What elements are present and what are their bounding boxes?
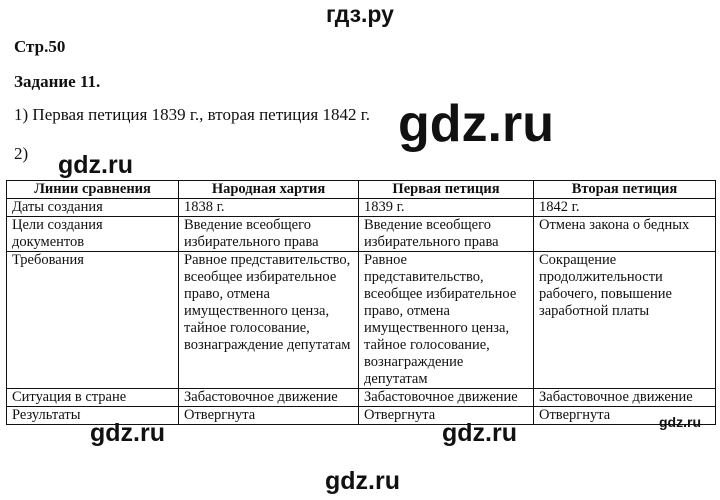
row-label: Даты создания: [7, 199, 179, 217]
cell-first-petition: Введение всеобщего избирательного права: [359, 217, 534, 252]
watermark-large: gdz.ru: [398, 95, 554, 153]
cell-second-petition: Отмена закона о бедных: [534, 217, 716, 252]
table-row: [7, 389, 716, 407]
table-row: [7, 199, 716, 217]
cell-first-petition: Равное представительство, всеобщее избирательное право, отмена имущественного ценза, тайное голосование, вознаграждение депутатам: [359, 252, 534, 389]
table-header-row: [7, 181, 716, 199]
header-peoples-charter: Народная хартия: [179, 181, 359, 199]
table-row: [7, 217, 716, 252]
cell-second-petition: Сокращение продолжительности рабочего, повышение заработной платы: [534, 252, 716, 389]
row-label: Цели создания документов: [7, 217, 179, 252]
page-reference: Стр.50: [14, 37, 66, 56]
header-first-petition: Первая петиция: [359, 181, 534, 199]
row-label: Результаты: [7, 407, 179, 425]
table-row: [7, 252, 716, 389]
cell-first-petition: Отвергнута: [359, 407, 534, 425]
cell-second-petition: 1842 г.: [534, 199, 716, 217]
watermark-table-left: gdz.ru: [90, 419, 165, 447]
cell-charter: Отвергнута: [179, 407, 359, 425]
cell-charter: Введение всеобщего избирательного права: [179, 217, 359, 252]
watermark-table-right: gdz.ru: [442, 419, 517, 447]
cell-second-petition: Отвергнута: [534, 407, 716, 425]
watermark-small: gdz.ru: [659, 414, 701, 430]
answer-part-2-label: 2): [14, 144, 29, 163]
header-comparison-lines: Линии сравнения: [7, 181, 179, 199]
cell-second-petition: Забастовочное движение: [534, 389, 716, 407]
watermark-bottom: gdz.ru: [325, 467, 400, 495]
cell-charter: Равное представительство, всеобщее избирательное право, отмена имущественного ценза, тайное голосование, вознаграждение депутатам: [179, 252, 359, 389]
cell-charter: Забастовочное движение: [179, 389, 359, 407]
cell-first-petition: Забастовочное движение: [359, 389, 534, 407]
row-label: Ситуация в стране: [7, 389, 179, 407]
header-second-petition: Вторая петиция: [534, 181, 716, 199]
site-header-title: гдз.ру: [326, 1, 394, 27]
watermark-medium: gdz.ru: [58, 151, 133, 179]
row-label: Требования: [7, 252, 179, 389]
cell-first-petition: 1839 г.: [359, 199, 534, 217]
comparison-table: [6, 180, 716, 425]
answer-part-1: 1) Первая петиция 1839 г., вторая петиция 1842 г.: [14, 105, 371, 124]
task-title: Задание 11.: [14, 72, 101, 91]
cell-charter: 1838 г.: [179, 199, 359, 217]
